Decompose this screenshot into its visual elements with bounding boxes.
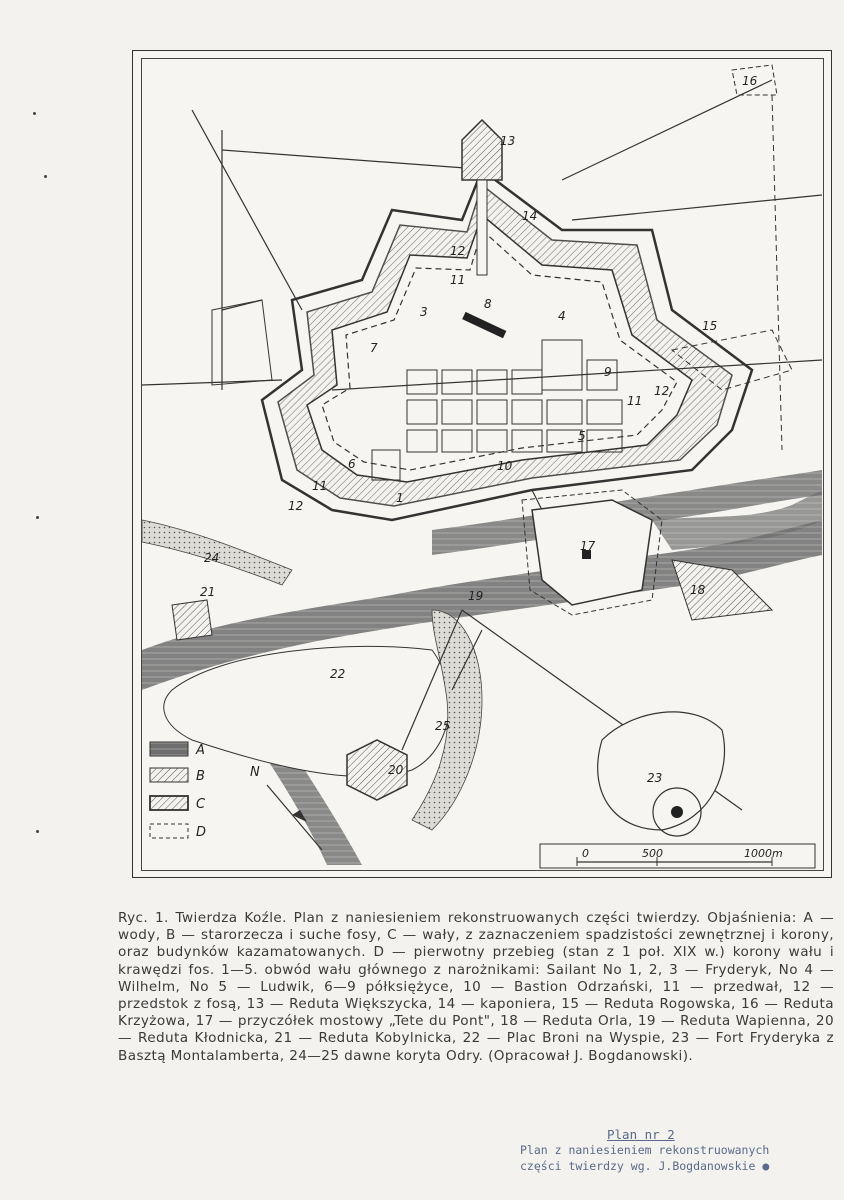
label-11-east: 11 bbox=[627, 394, 643, 408]
label-25: 25 bbox=[435, 719, 451, 733]
legend-label-b: B bbox=[196, 769, 205, 784]
plan-subtitle-line-2: części twierdzy wg. J.Bogdanowskie ● bbox=[520, 1159, 770, 1173]
label-16: 16 bbox=[742, 74, 758, 88]
label-5: 5 bbox=[578, 429, 586, 443]
label-17: 17 bbox=[580, 539, 596, 553]
legend-label-c: C bbox=[196, 797, 206, 812]
legend-swatch-walls bbox=[150, 796, 188, 810]
label-18: 18 bbox=[690, 583, 706, 597]
label-19: 19 bbox=[468, 589, 484, 603]
scale-bar bbox=[540, 844, 815, 868]
label-11-west: 11 bbox=[312, 479, 328, 493]
label-12: 12 bbox=[450, 244, 466, 258]
label-21: 21 bbox=[200, 585, 216, 599]
label-23: 23 bbox=[647, 771, 663, 785]
label-20: 20 bbox=[388, 763, 404, 777]
legend-label-d: D bbox=[196, 825, 207, 840]
legend-swatch-water bbox=[150, 742, 188, 756]
label-6: 6 bbox=[348, 457, 356, 471]
legend-swatch-original bbox=[150, 824, 188, 838]
label-10: 10 bbox=[497, 459, 513, 473]
legend bbox=[150, 742, 206, 840]
label-14: 14 bbox=[522, 209, 538, 223]
label-11: 11 bbox=[450, 273, 466, 287]
figure-caption: Ryc. 1. Twierdza Koźle. Plan z naniesieniem rekonstruowanych części twierdzy. Objaśnienia: A — wody, B — starorzecza i suche fosy, C — wały, z zaznaczeniem spadzistości zewnętrznej i korony, oraz budynków kazamatowanych. D — pierwotny przebieg (stan z 1 poł. XIX w.) korony wału i krawędzi fos. 1—5. obwód wału głównego z narożnikami: Sailant No 1, 2, 3 — Fryderyk, No 4 — Wilhelm, No 5 — Ludwik, 6—9 półksiężyce, 10 — Bastion Odrzański, 11 — przedwał, 12 — przedstok z fosą, 13 — Reduta Większycka, 14 — kaponiera, 15 — Reduta Rogowska, 16 — Reduta Krzyżowa, 17 — przyczółek mostowy „Tete du Pont", 18 — Reduta Orla, 19 — Reduta Wapienna, 20 — Reduta Kłodnicka, 21 — Reduta Kobylnicka, 22 — Plac Broni na Wyspie, 23 — Fort Fryderyka z Basztą Montalamberta, 24—25 dawne koryta Odry. (Opracował J. Bogdanowski). bbox=[118, 910, 834, 1064]
legend-swatch-old-beds bbox=[150, 768, 188, 782]
label-8: 8 bbox=[484, 297, 492, 311]
label-9: 9 bbox=[604, 365, 612, 379]
margin-mark bbox=[36, 830, 39, 833]
margin-mark bbox=[44, 175, 47, 178]
label-13: 13 bbox=[500, 134, 516, 148]
scale-tick-1000m: 1000m bbox=[744, 847, 783, 860]
label-22: 22 bbox=[330, 667, 346, 681]
reduta-kobylnicka bbox=[172, 600, 212, 640]
plan-title: Plan nr 2 bbox=[607, 1127, 675, 1142]
north-label: N bbox=[250, 765, 260, 780]
margin-mark bbox=[33, 112, 36, 115]
label-15: 15 bbox=[702, 319, 718, 333]
plan-subtitle bbox=[520, 1142, 820, 1174]
label-12-east: 12 bbox=[654, 384, 670, 398]
label-7: 7 bbox=[370, 341, 378, 355]
label-12-west: 12 bbox=[288, 499, 304, 513]
kaponiera bbox=[477, 180, 487, 275]
legend-label-a: A bbox=[196, 743, 205, 758]
label-1: 1 bbox=[396, 491, 404, 505]
label-3: 3 bbox=[420, 305, 428, 319]
label-4: 4 bbox=[558, 309, 566, 323]
reduta-wiekszycka bbox=[462, 120, 502, 180]
plan-subtitle-line-1: Plan z naniesieniem rekonstruowanych bbox=[520, 1143, 770, 1157]
margin-mark bbox=[36, 516, 39, 519]
scale-tick-0: 0 bbox=[582, 847, 589, 860]
fortress-plan-map bbox=[132, 50, 832, 878]
label-24: 24 bbox=[204, 551, 220, 565]
scale-tick-500: 500 bbox=[642, 847, 663, 860]
